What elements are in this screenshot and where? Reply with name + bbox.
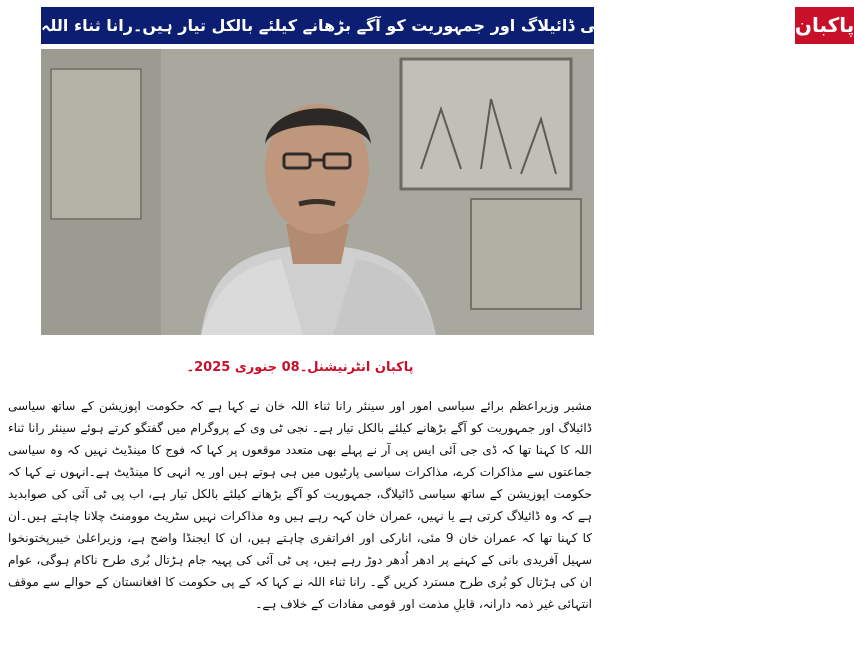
dateline: پاکبان انٹرنیشنل۔08 جنوری 2025۔ [186, 360, 414, 375]
article-photo [41, 49, 594, 335]
brand-logo: پاکبان [795, 7, 854, 44]
portrait-illustration [41, 49, 594, 335]
headline-banner [41, 7, 854, 44]
headline-text: اپوزیشن کے ساتھ سیاسی ڈائیلاگ اور جمہوریت کو آگے بڑھانے کیلئے بالکل تیار ہیں۔رانا ثناء اللہ [41, 16, 785, 35]
article-body: مشیر وزیراعظم برائے سیاسی امور اور سینئر رانا ثناء اللہ خان نے کہا ہے کہ حکومت اپوزیشن کے ساتھ سیاسی ڈائیلاگ اور جمہوریت کو آگے بڑھانے کیلئے بالکل تیار ہے۔ نجی ٹی وی کے پروگرام میں گفتگو کرتے ہوئے سینئر رانا ثناء اللہ کا کہنا تھا کہ ڈی جی آئی ایس پی آر نے پہلے بھی متعدد موقعوں پر کہا کہ فوج کا مینڈیٹ نہیں کہ وہ سیاسی جماعتوں سے مذاکرات کرے، مذاکرات سیاسی پارٹیوں میں ہی ہوتے ہیں اور یہ انہی کا مینڈیٹ ہے۔انہوں نے کہا کہ حکومت اپوزیشن کے ساتھ سیاسی ڈائیلاگ، جمہوریت کو آگے بڑھانے کیلئے بالکل تیار ہے، اب پی ٹی آئی کی صوابدید ہے کہ وہ ڈائیلاگ کرتی ہے یا نہیں، عمران خان کہہ رہے ہیں وہ مذاکرات نہیں سٹریٹ موومنٹ چلانا چاہتے ہیں۔ان کا کہنا تھا کہ عمران خان 9 مئی، انارکی اور افراتفری چاہتے ہیں، ان کا ایجنڈا واضح ہے، وزیراعلیٰ خیبرپختونخوا سہیل آفریدی بانی کے کہنے پر ادھر اُدھر دوڑ رہے ہیں، پی ٹی آئی کی پہیہ جام ہڑتال بُری طرح ناکام ہوگی، عوام ان کی ہڑتال کو بُری طرح مسترد کریں گے۔ رانا ثناء اللہ نے کہا کہ کے پی حکومت کا افغانستان کے حوالے سے موقف انتہائی غیر ذمہ دارانہ، قابلِ مذمت اور قومی مفادات کے خلاف ہے۔ [8, 399, 592, 611]
